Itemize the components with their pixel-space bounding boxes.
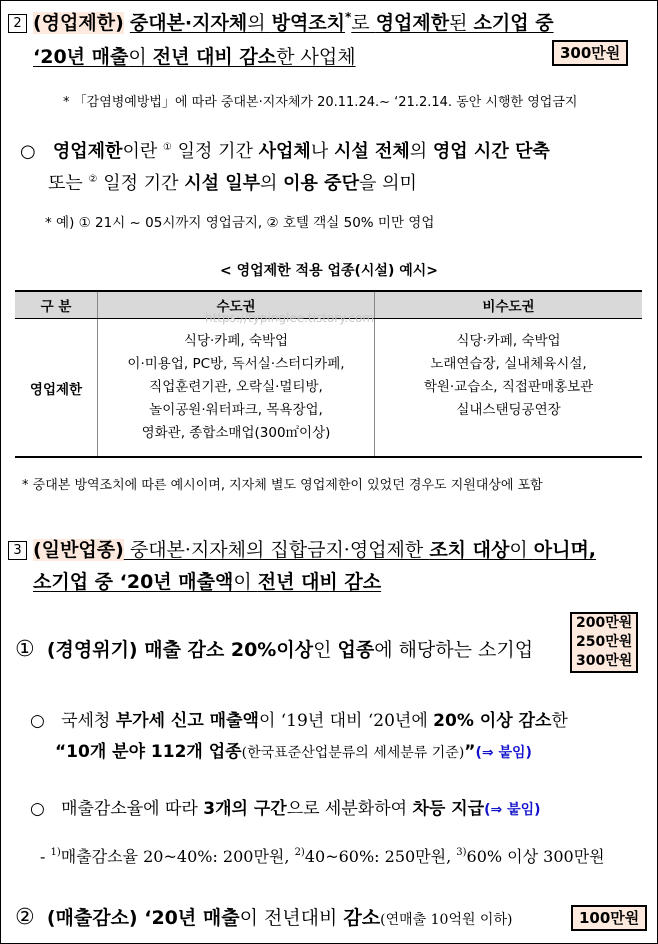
sec3-line2: 소기업 중 ‘20년 매출액이 전년 대비 감소 xyxy=(33,571,382,593)
attachment-link[interactable]: (⇒ 붙임) xyxy=(475,745,532,761)
sec2-line2: ‘20년 매출이 전년 대비 감소한 사업체 xyxy=(33,46,356,68)
table-cell-noncapital: 식당·카페, 숙박업 노래연습장, 실내체육시설, 학원·교습소, 직접판매홍보관 실내스탠딩공연장 xyxy=(375,319,643,458)
section-number-box: 3 xyxy=(8,541,27,560)
definition-line1: ○ 영업제한이란 ① 일정 기간 사업체나 시설 전체의 영업 시간 단축 xyxy=(20,141,550,162)
bullet2-line: ○ 매출감소율에 따라 3개의 구간으로 세분화하여 차등 지급(⇒ 붙임) xyxy=(30,799,541,819)
attachment-link[interactable]: (⇒ 붙임) xyxy=(484,802,541,818)
example-note: * 예) ① 21시 ~ 05시까지 영업금지, ② 호텔 객실 50% 미만 영업 xyxy=(45,215,435,231)
sec2-footnote: * 「감염병예방법」에 따라 중대본·지자체가 20.11.24.~ ‘21.2.14. 동안 시행한 영업금지 xyxy=(63,95,578,110)
amount-badge-300: 300만원 xyxy=(552,40,628,66)
sec2-line1: 2 (영업제한) 중대본·지자체의 방역조치*로 영업제한된 소기업 중 xyxy=(8,8,554,35)
table-header-category: 구 분 xyxy=(15,291,98,319)
table-note: * 중대본 방역조치에 따른 예시이며, 지자체 별도 영업제한이 있었던 경우도 지원대상에 포함 xyxy=(22,478,543,493)
table-header-capital: 수도권 xyxy=(98,291,375,319)
item2-line: ② (매출감소) ‘20년 매출이 전년대비 감소(연매출 10억원 이하) xyxy=(15,905,513,930)
table-row-label: 영업제한 xyxy=(15,319,98,458)
item1-line: ① (경영위기) 매출 감소 20%이상인 업종에 해당하는 소기업 xyxy=(15,637,534,662)
table-cell-capital: 식당·카페, 숙박업 이·미용업, PC방, 독서실·스터디카페, 직업훈련기관, 오락실·멀티방, 놀이공원·워터파크, 목욕장업, 영화관, 종합소매업(300㎡이상) xyxy=(98,319,375,458)
watermark: https://typinglee.tistory.com xyxy=(205,311,375,325)
sec3-line1: 3 (일반업종) 중대본·지자체의 집합금지·영업제한 조치 대상이 아니며, xyxy=(8,535,596,562)
table-header-noncapital: 비수도권 xyxy=(375,291,643,319)
section-number-box: 2 xyxy=(8,14,27,33)
definition-line2: 또는 ② 일정 기간 시설 일부의 이용 중단을 의미 xyxy=(48,173,417,194)
amount-badge-tiers: 200만원 250만원 300만원 xyxy=(570,612,638,673)
bullet1-line2: “10개 분야 112개 업종(한국표준산업분류의 세세분류 기준)”(⇒ 붙임) xyxy=(55,742,532,762)
table-title: < 영업제한 적용 업종(시설) 예시> xyxy=(219,263,439,279)
tiers-line: - $^{1)}$매출감소율 20~40%: 200만원, $^{2)}$40~60%: 250만원, $^{3)}$60% 이상 300만원 xyxy=(40,847,605,866)
amount-badge-100: 100만원 xyxy=(571,905,647,931)
bullet1-line1: ○ 국세청 부가세 신고 매출액이 ‘19년 대비 ‘20년에 20% 이상 감소한 xyxy=(30,711,568,731)
